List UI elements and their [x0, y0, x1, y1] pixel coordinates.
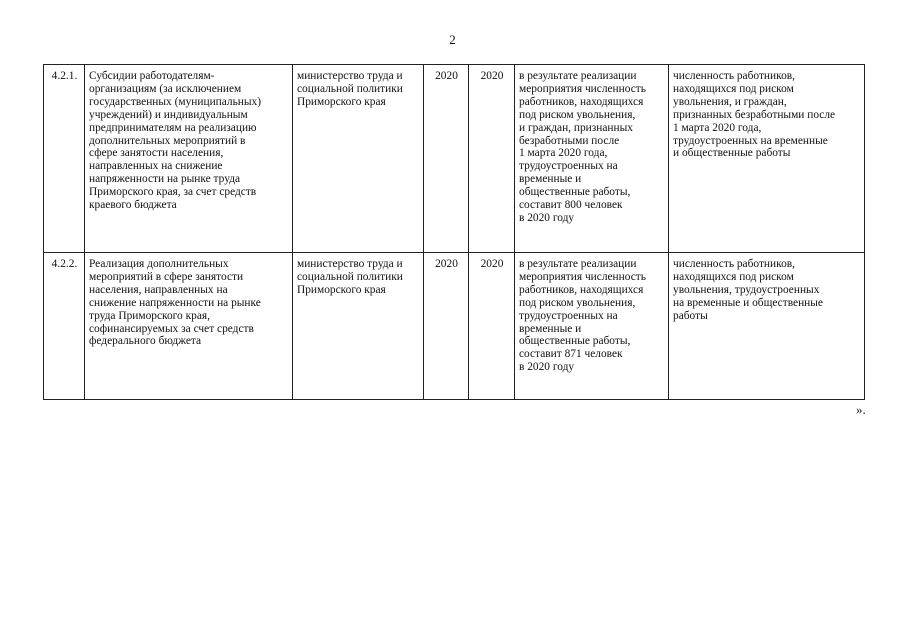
text-line: составит 800 человек — [519, 199, 623, 212]
start-year-cell — [424, 253, 469, 400]
executor — [297, 258, 420, 297]
measure-name — [89, 70, 289, 212]
indicator — [673, 70, 861, 160]
text-line: социальной политики — [297, 82, 403, 95]
table-row — [44, 253, 865, 400]
text-line: Приморского края, за счет средств — [89, 186, 257, 199]
text-line: трудоустроенных на — [519, 309, 618, 322]
end-year: 2020 — [480, 70, 504, 82]
text-line: в 2020 году — [519, 361, 575, 374]
text-line: трудоустроенных на — [519, 160, 618, 173]
text-line: безработными после — [519, 134, 620, 147]
start-year: 2020 — [435, 258, 458, 270]
text-line: и граждан, признанных — [519, 121, 633, 134]
text-line: софинансируемых за счет средств — [89, 322, 254, 335]
text-line: в результате реализации — [519, 70, 637, 82]
text-line: снижение напряженности на рынке — [89, 296, 261, 309]
text-line: увольнения, трудоустроенных — [673, 283, 820, 296]
text-line: находящихся под риском — [673, 270, 794, 283]
text-line: в результате реализации — [519, 258, 637, 270]
measure-name — [89, 258, 289, 348]
text-line: социальной политики — [297, 270, 403, 283]
measure-name-cell — [85, 65, 293, 253]
text-line: предпринимателям на реализацию — [89, 121, 257, 134]
text-line: сфере занятости населения, — [89, 147, 224, 160]
text-line: под риском увольнения, — [519, 108, 636, 121]
text-line: государственных (муниципальных) — [89, 95, 262, 108]
end-year-cell — [469, 253, 515, 400]
closing-quote: ». — [856, 402, 866, 417]
text-line: составит 871 человек — [519, 348, 623, 361]
text-line: Субсидии работодателям- — [89, 70, 215, 82]
text-line: организациям (за исключением — [89, 82, 242, 95]
expected-result — [519, 70, 665, 225]
start-year-cell — [424, 65, 469, 253]
text-line: федерального бюджета — [89, 335, 202, 348]
measure-name-cell — [85, 253, 293, 400]
page-number: 2 — [449, 32, 456, 47]
text-line: Приморского края — [297, 283, 386, 296]
text-line: под риском увольнения, — [519, 296, 636, 309]
text-line: работы — [673, 309, 708, 322]
text-line: министерство труда и — [297, 258, 403, 270]
text-line: увольнения, и граждан, — [673, 95, 787, 108]
text-line: трудоустроенных на временные — [673, 134, 828, 147]
end-year-cell — [469, 65, 515, 253]
expected-result-cell — [515, 253, 669, 400]
row-number: 4.2.2. — [51, 258, 78, 270]
executor-cell — [293, 253, 424, 400]
text-line: временные и — [519, 173, 582, 186]
text-line: министерство труда и — [297, 70, 403, 82]
text-line: мероприятий в сфере занятости — [89, 270, 244, 283]
text-line: дополнительных мероприятий в — [89, 134, 246, 147]
expected-result — [519, 258, 665, 374]
text-line: напряженности на рынке труда — [89, 173, 241, 186]
text-line: 1 марта 2020 года, — [673, 121, 762, 134]
text-line: численность работников, — [673, 258, 796, 270]
text-line: Реализация дополнительных — [89, 258, 229, 270]
text-line: работников, находящихся — [519, 283, 644, 296]
text-line: работников, находящихся — [519, 95, 644, 108]
text-line: труда Приморского края, — [89, 309, 210, 322]
table-row — [44, 65, 865, 253]
text-line: временные и — [519, 322, 582, 335]
executor — [297, 70, 420, 109]
start-year: 2020 — [435, 70, 458, 82]
text-line: краевого бюджета — [89, 199, 177, 212]
row-number-cell — [44, 65, 85, 253]
text-line: населения, направленных на — [89, 283, 228, 296]
text-line: мероприятия численность — [519, 270, 646, 283]
text-line: признанных безработными после — [673, 108, 836, 121]
text-line: и общественные работы — [673, 147, 791, 160]
row-number: 4.2.1. — [51, 70, 78, 82]
end-year: 2020 — [480, 258, 504, 270]
executor-cell — [293, 65, 424, 253]
text-line: мероприятия численность — [519, 82, 646, 95]
indicator — [673, 258, 861, 323]
text-line: общественные работы, — [519, 335, 631, 348]
text-line: направленных на снижение — [89, 160, 223, 173]
text-line: учреждений) и индивидуальным — [89, 108, 248, 121]
indicator-cell — [669, 253, 865, 400]
text-line: Приморского края — [297, 95, 386, 108]
text-line: 1 марта 2020 года, — [519, 147, 608, 160]
row-number-cell — [44, 253, 85, 400]
text-line: в 2020 году — [519, 211, 575, 224]
measures-table — [43, 64, 865, 400]
text-line: находящихся под риском — [673, 82, 794, 95]
text-line: на временные и общественные — [673, 296, 823, 309]
text-line: общественные работы, — [519, 186, 631, 199]
indicator-cell — [669, 65, 865, 253]
text-line: численность работников, — [673, 70, 796, 82]
expected-result-cell — [515, 65, 669, 253]
